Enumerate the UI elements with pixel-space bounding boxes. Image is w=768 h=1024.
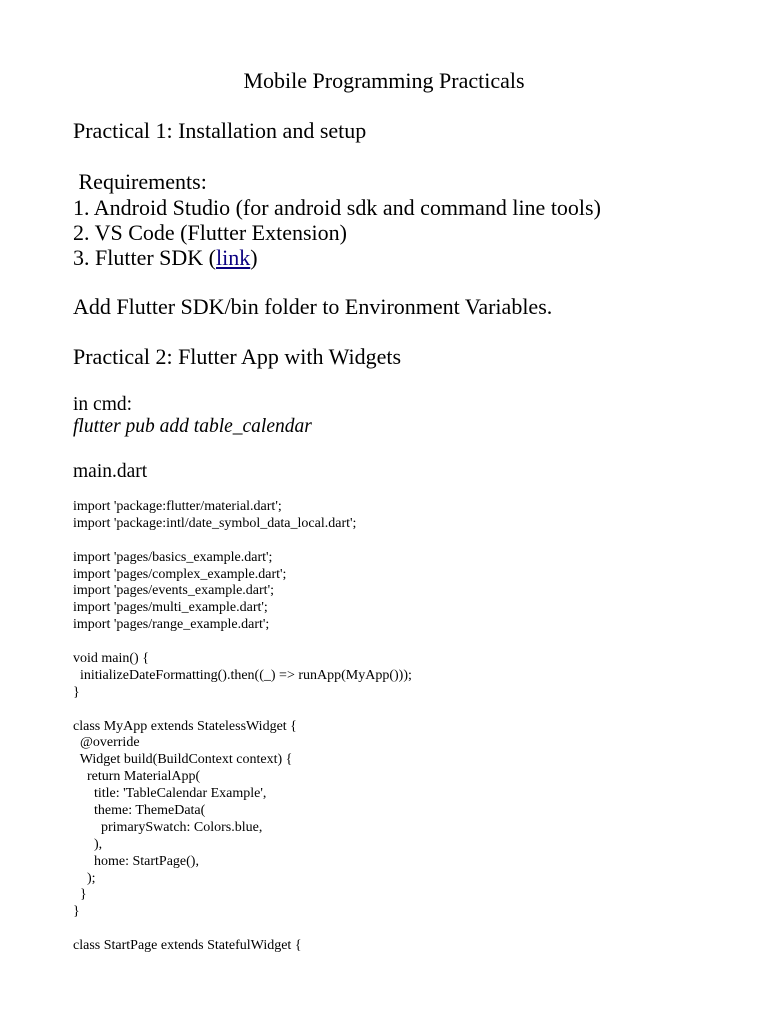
code-line: }	[73, 904, 80, 920]
code-line: title: 'TableCalendar Example',	[73, 786, 267, 802]
code-line: Widget build(BuildContext context) {	[73, 752, 293, 768]
code-line: import 'pages/complex_example.dart';	[73, 566, 287, 582]
requirement-prefix: 3. Flutter SDK (	[73, 245, 216, 270]
requirement-item-flutter-sdk	[73, 245, 258, 271]
code-line: import 'package:intl/date_symbol_data_local.dart';	[73, 515, 357, 531]
code-line: }	[73, 887, 87, 903]
cmd-label: in cmd:	[73, 394, 133, 415]
requirement-suffix: )	[250, 245, 258, 270]
code-listing	[73, 499, 412, 955]
file-label: main.dart	[73, 461, 148, 482]
requirement-item: 1. Android Studio (for android sdk and command line tools)	[73, 195, 601, 220]
code-line: class MyApp extends StatelessWidget {	[73, 718, 297, 734]
code-line: return MaterialApp(	[73, 769, 201, 785]
code-line: primarySwatch: Colors.blue,	[73, 819, 263, 835]
code-line	[73, 533, 412, 550]
flutter-sdk-link[interactable]: link	[216, 245, 251, 270]
code-line: theme: ThemeData(	[73, 803, 206, 819]
code-line: import 'pages/range_example.dart';	[73, 617, 270, 633]
code-line: );	[73, 870, 96, 886]
code-line: import 'pages/events_example.dart';	[73, 583, 274, 599]
cmd-text: flutter pub add table_calendar	[73, 416, 312, 437]
code-line: ),	[73, 836, 103, 852]
code-line: }	[73, 684, 80, 700]
requirements-label: Requirements:	[73, 169, 207, 194]
requirement-item: 2. VS Code (Flutter Extension)	[73, 220, 347, 245]
code-line: import 'pages/multi_example.dart';	[73, 600, 268, 616]
code-line: import 'package:flutter/material.dart';	[73, 499, 282, 514]
code-line: import 'pages/basics_example.dart';	[73, 549, 273, 565]
code-line: home: StartPage(),	[73, 853, 199, 869]
code-line	[73, 702, 412, 719]
code-line: class StartPage extends StatefulWidget {	[73, 938, 302, 954]
practical-2-heading: Practical 2: Flutter App with Widgets	[73, 344, 402, 369]
environment-note: Add Flutter SDK/bin folder to Environment Variables.	[73, 294, 553, 319]
practical-1-heading: Practical 1: Installation and setup	[73, 118, 367, 143]
document-title: Mobile Programming Practicals	[243, 68, 525, 93]
code-line: @override	[73, 735, 140, 751]
code-line: void main() {	[73, 651, 149, 667]
code-line	[73, 921, 412, 938]
code-line	[73, 634, 412, 651]
code-line: initializeDateFormatting().then((_) => runApp(MyApp()));	[73, 667, 412, 683]
